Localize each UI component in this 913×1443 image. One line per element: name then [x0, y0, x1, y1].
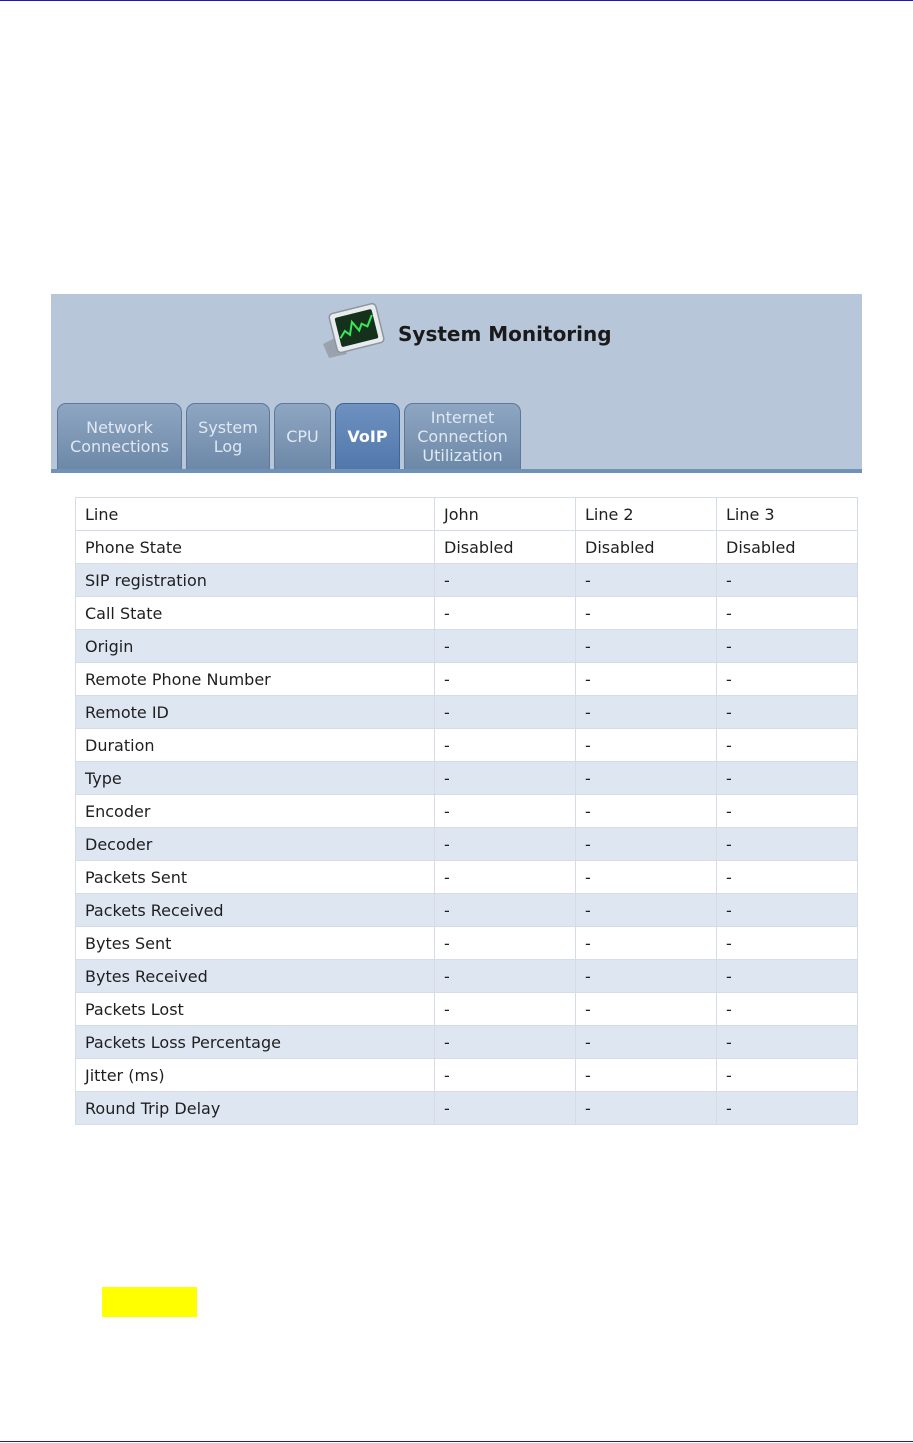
row-value: - [717, 894, 858, 927]
table-row [76, 531, 858, 564]
table-row [76, 762, 858, 795]
row-value: - [576, 828, 717, 861]
row-label: Remote ID [76, 696, 435, 729]
row-label: Call State [76, 597, 435, 630]
tab-voip[interactable]: VoIP [335, 403, 400, 469]
row-value: - [717, 597, 858, 630]
row-value: - [435, 1026, 576, 1059]
table-row [76, 1059, 858, 1092]
row-value: - [576, 993, 717, 1026]
page-bottom-rule [0, 1441, 913, 1442]
table-row [76, 795, 858, 828]
table-row [76, 927, 858, 960]
row-label: Type [76, 762, 435, 795]
row-value: - [576, 762, 717, 795]
row-value: - [717, 762, 858, 795]
row-value: - [435, 696, 576, 729]
row-label: Bytes Received [76, 960, 435, 993]
table-row [76, 1026, 858, 1059]
table-row [76, 1092, 858, 1125]
row-value: - [435, 795, 576, 828]
row-value: - [435, 729, 576, 762]
table-row [76, 630, 858, 663]
row-label: Encoder [76, 795, 435, 828]
row-value: - [717, 1026, 858, 1059]
row-value: - [576, 729, 717, 762]
row-value: - [717, 795, 858, 828]
row-value: - [435, 762, 576, 795]
row-value: - [717, 663, 858, 696]
row-value: - [576, 564, 717, 597]
row-value: - [717, 960, 858, 993]
row-value: - [717, 828, 858, 861]
page-title: System Monitoring [398, 322, 612, 346]
row-value: Disabled [576, 531, 717, 564]
row-value: - [717, 861, 858, 894]
row-value: - [576, 597, 717, 630]
row-value: - [576, 696, 717, 729]
voip-status-table [75, 497, 858, 1125]
row-label: Bytes Sent [76, 927, 435, 960]
table-row [76, 663, 858, 696]
row-value: - [435, 1092, 576, 1125]
table-row [76, 960, 858, 993]
row-label: Packets Lost [76, 993, 435, 1026]
row-value: Disabled [435, 531, 576, 564]
table-row [76, 696, 858, 729]
table-row [76, 828, 858, 861]
column-header: Line [76, 498, 435, 531]
table-row [76, 894, 858, 927]
row-value: - [435, 564, 576, 597]
row-value: - [576, 1026, 717, 1059]
row-value: - [717, 564, 858, 597]
row-value: - [717, 630, 858, 663]
row-value: - [717, 927, 858, 960]
row-value: - [435, 630, 576, 663]
row-value: - [576, 861, 717, 894]
row-label: SIP registration [76, 564, 435, 597]
row-label: Packets Sent [76, 861, 435, 894]
row-value: - [435, 1059, 576, 1092]
row-value: - [717, 696, 858, 729]
row-label: Round Trip Delay [76, 1092, 435, 1125]
row-value: - [435, 894, 576, 927]
row-value: - [435, 960, 576, 993]
row-label: Decoder [76, 828, 435, 861]
system-monitoring-panel [51, 294, 862, 1157]
table-row [76, 861, 858, 894]
row-value: - [435, 597, 576, 630]
row-value: - [717, 993, 858, 1026]
panel-header [51, 294, 862, 473]
table-row [76, 597, 858, 630]
row-value: - [717, 1059, 858, 1092]
tab-system-log[interactable]: System Log [186, 403, 270, 469]
page-top-rule [0, 0, 913, 1]
table-row [76, 564, 858, 597]
row-value: - [435, 828, 576, 861]
table-row [76, 729, 858, 762]
row-label: Remote Phone Number [76, 663, 435, 696]
monitor-graph-icon [317, 300, 389, 360]
row-value: - [576, 630, 717, 663]
row-value: - [435, 927, 576, 960]
row-value: Disabled [717, 531, 858, 564]
table-row [76, 993, 858, 1026]
row-value: - [576, 894, 717, 927]
column-header: Line 3 [717, 498, 858, 531]
column-header: John [435, 498, 576, 531]
row-label: Phone State [76, 531, 435, 564]
row-value: - [435, 993, 576, 1026]
tab-network-connections[interactable]: Network Connections [57, 403, 182, 469]
row-value: - [576, 663, 717, 696]
row-value: - [435, 861, 576, 894]
row-value: - [717, 1092, 858, 1125]
row-value: - [576, 960, 717, 993]
row-label: Origin [76, 630, 435, 663]
row-label: Jitter (ms) [76, 1059, 435, 1092]
row-value: - [576, 795, 717, 828]
column-header: Line 2 [576, 498, 717, 531]
row-value: - [576, 1059, 717, 1092]
table-header-row [76, 498, 858, 531]
row-value: - [576, 927, 717, 960]
highlight-marker [102, 1287, 197, 1317]
row-value: - [435, 663, 576, 696]
tab-internet-connection-utilization[interactable]: Internet Connection Utilization [404, 403, 521, 469]
row-label: Packets Loss Percentage [76, 1026, 435, 1059]
row-value: - [576, 1092, 717, 1125]
row-label: Packets Received [76, 894, 435, 927]
row-label: Duration [76, 729, 435, 762]
row-value: - [717, 729, 858, 762]
tab-cpu[interactable]: CPU [274, 403, 331, 469]
